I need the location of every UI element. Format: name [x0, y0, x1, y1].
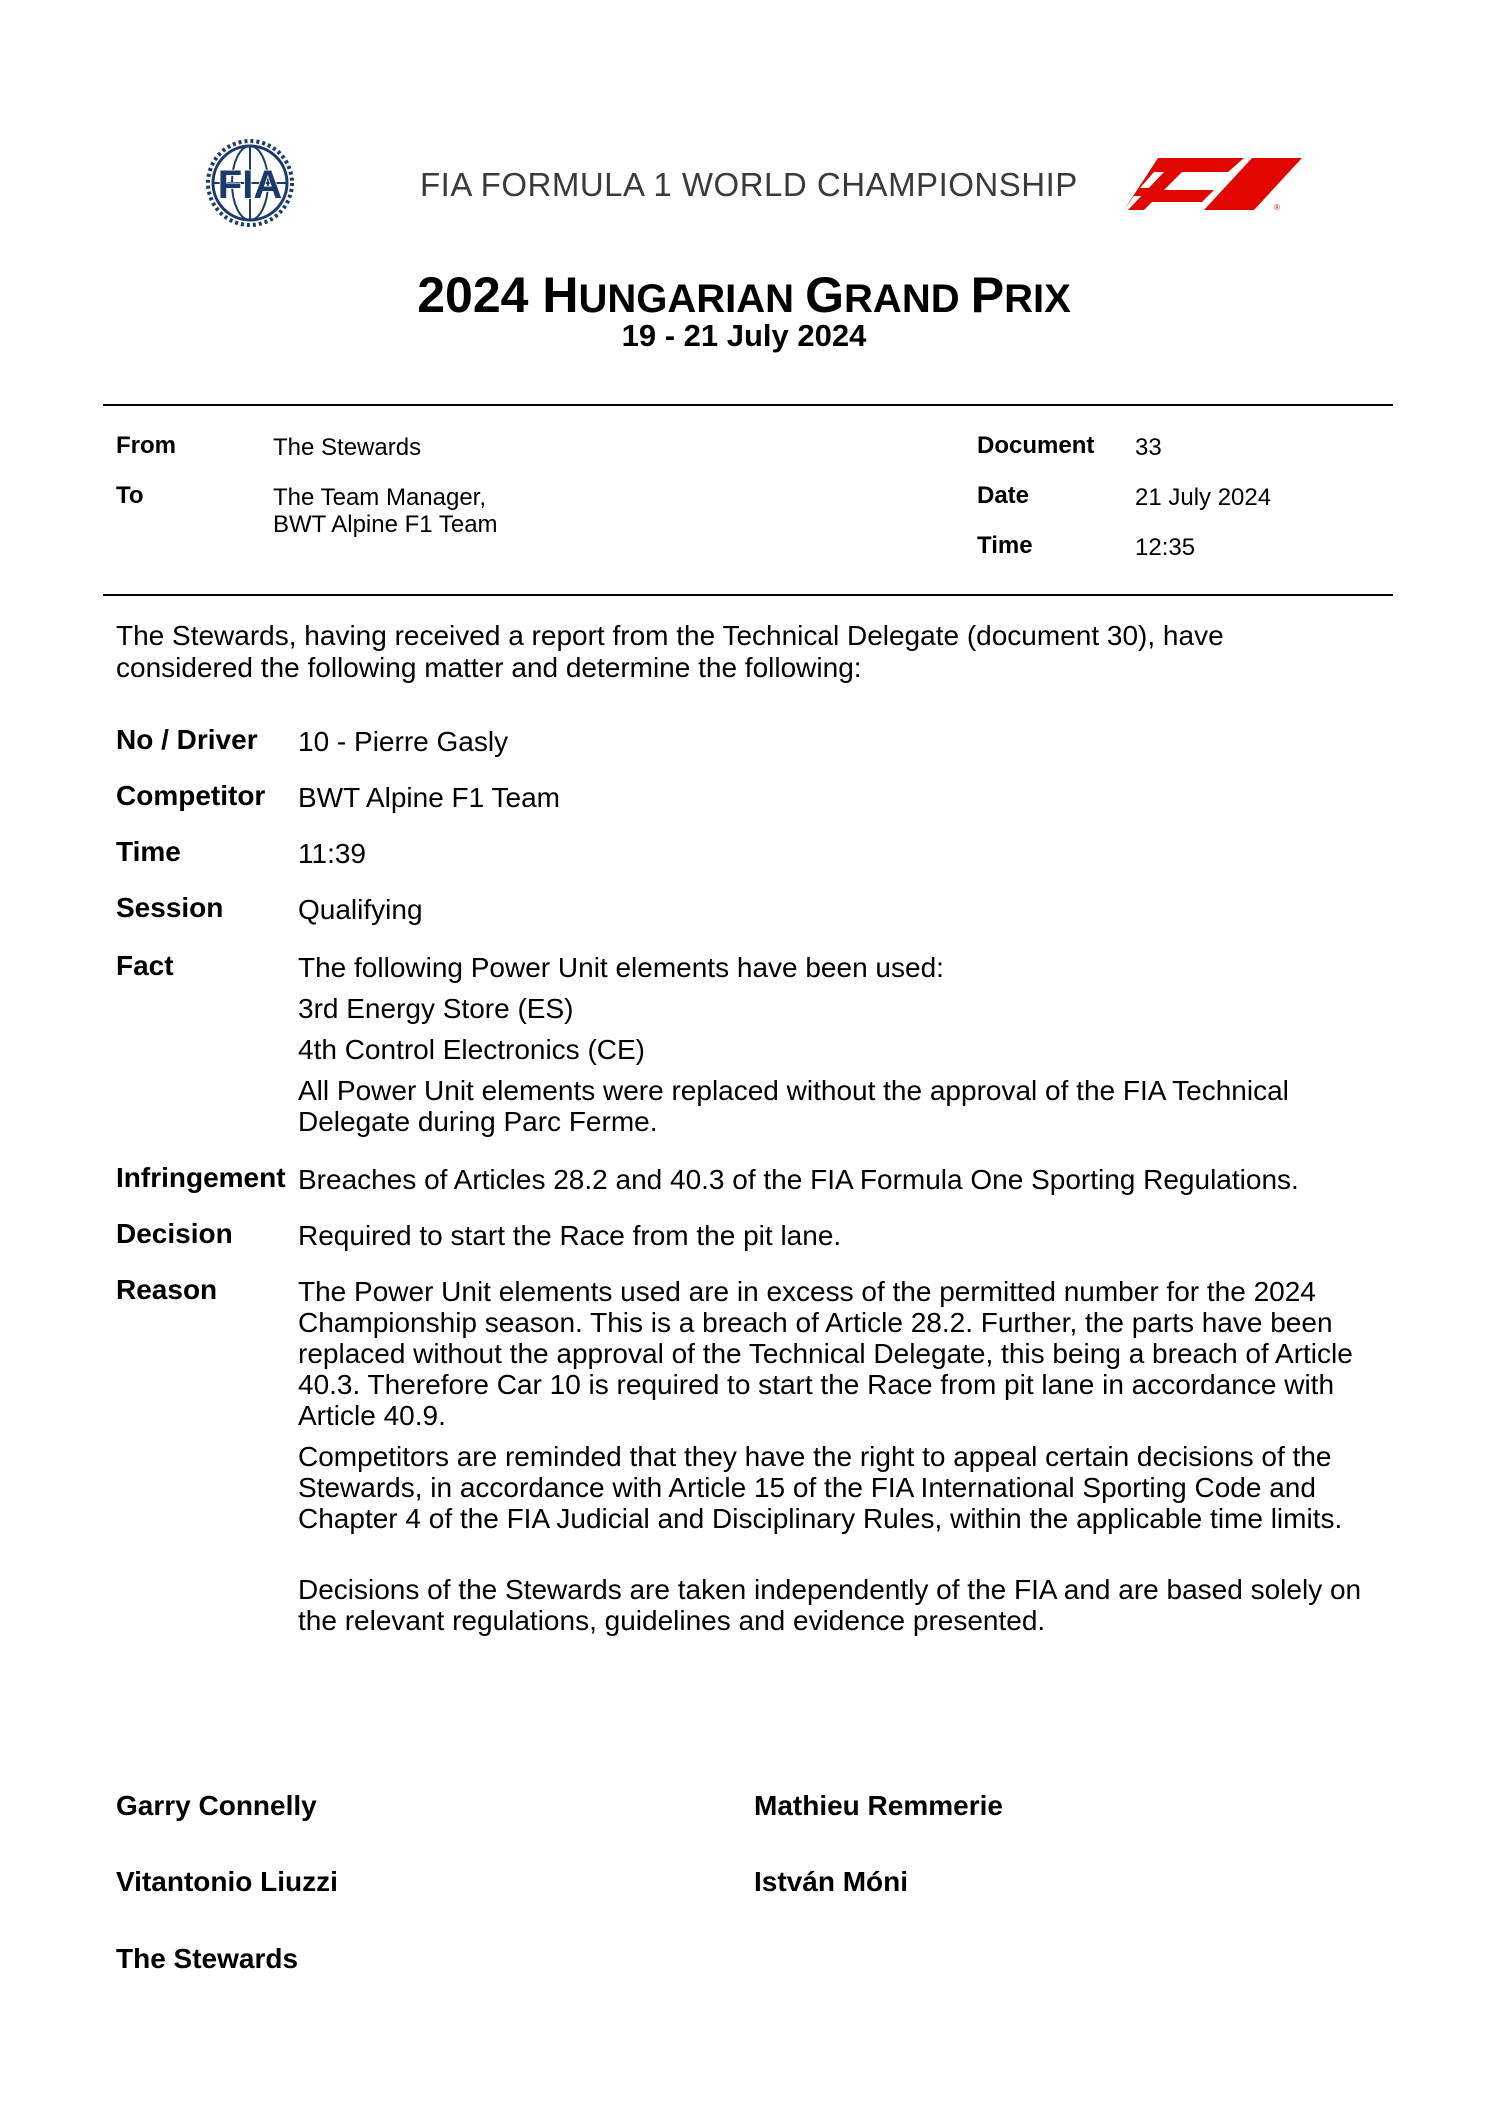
top-divider	[103, 404, 1393, 406]
detail-time-label: Time	[116, 836, 181, 867]
stewards-footer: The Stewards	[116, 1943, 299, 1974]
svg-text:®: ®	[1274, 203, 1280, 210]
from-value: The Stewards	[273, 434, 422, 461]
time-value: 12:35	[1135, 534, 1196, 561]
fia-logo-text: FIA	[217, 163, 283, 207]
driver-label: No / Driver	[116, 724, 258, 755]
steward-name: Mathieu Remmerie	[754, 1790, 1003, 1821]
f1-logo	[1124, 158, 1302, 210]
time-label: Time	[977, 532, 1033, 559]
date-label: Date	[977, 482, 1030, 509]
fact-label: Fact	[116, 950, 174, 981]
competitor-value: BWT Alpine F1 Team	[298, 782, 560, 813]
reason-value	[298, 1276, 1388, 1646]
driver-value: 10 - Pierre Gasly	[298, 726, 509, 757]
reason-label: Reason	[116, 1274, 218, 1305]
decision-label: Decision	[116, 1218, 233, 1249]
decision-value: Required to start the Race from the pit lane.	[298, 1220, 842, 1251]
detail-time-value: 11:39	[298, 838, 366, 869]
steward-name: Garry Connelly	[116, 1790, 317, 1821]
fact-line: The following Power Unit elements have been used:	[298, 952, 944, 983]
intro-paragraph: The Stewards, having received a report from the Technical Delegate (document 30), have considered the following matter and determine the following:	[116, 620, 1224, 683]
reason-paragraph: Competitors are reminded that they have the right to appeal certain decisions of the Stewards, in accordance with Article 15 of the FIA International Sporting Code and Chapter 4 of the FIA Judicial and Disciplinary Rules, within the applicable time limits.	[298, 1441, 1343, 1534]
event-dates: 19 - 21 July 2024	[621, 318, 867, 353]
from-label: From	[116, 432, 176, 459]
fact-line: 4th Control Electronics (CE)	[298, 1034, 646, 1065]
fact-line: 3rd Energy Store (ES)	[298, 993, 574, 1024]
reason-paragraph: The Power Unit elements used are in excess of the permitted number for the 2024 Championship season. This is a breach of Article 28.2. Further, the parts have been replaced without the approval of the Technical Delegate, this being a breach of Article 40.3. Therefore Car 10 is required to start the Race from pit lane in accordance with Article 40.9.	[298, 1276, 1353, 1431]
to-label: To	[116, 482, 144, 509]
session-value: Qualifying	[298, 894, 423, 925]
championship-title: FIA FORMULA 1 WORLD CHAMPIONSHIP	[420, 166, 1078, 203]
competitor-label: Competitor	[116, 780, 266, 811]
fact-line: All Power Unit elements were replaced without the approval of the FIA Technical Delegate during Parc Ferme.	[298, 1075, 1289, 1137]
steward-name: Vitantonio Liuzzi	[116, 1866, 338, 1897]
document-label: Document	[977, 432, 1095, 459]
fia-logo	[190, 138, 320, 228]
date-value: 21 July 2024	[1135, 484, 1272, 511]
to-value: The Team Manager, BWT Alpine F1 Team	[273, 484, 498, 538]
infringement-value: Breaches of Articles 28.2 and 40.3 of the FIA Formula One Sporting Regulations.	[298, 1164, 1299, 1195]
bottom-divider	[103, 594, 1393, 596]
fact-value	[298, 952, 1388, 1147]
event-title: 2024 HUNGARIAN GRAND PRIX	[417, 267, 1071, 323]
infringement-label: Infringement	[116, 1162, 286, 1193]
fia-globe-icon	[190, 138, 320, 228]
session-label: Session	[116, 892, 224, 923]
f1-logo-icon	[1124, 158, 1302, 210]
steward-name: István Móni	[754, 1866, 909, 1897]
document-value: 33	[1135, 434, 1162, 461]
reason-paragraph: Decisions of the Stewards are taken independently of the FIA and are based solely on the relevant regulations, guidelines and evidence presented.	[298, 1574, 1362, 1636]
